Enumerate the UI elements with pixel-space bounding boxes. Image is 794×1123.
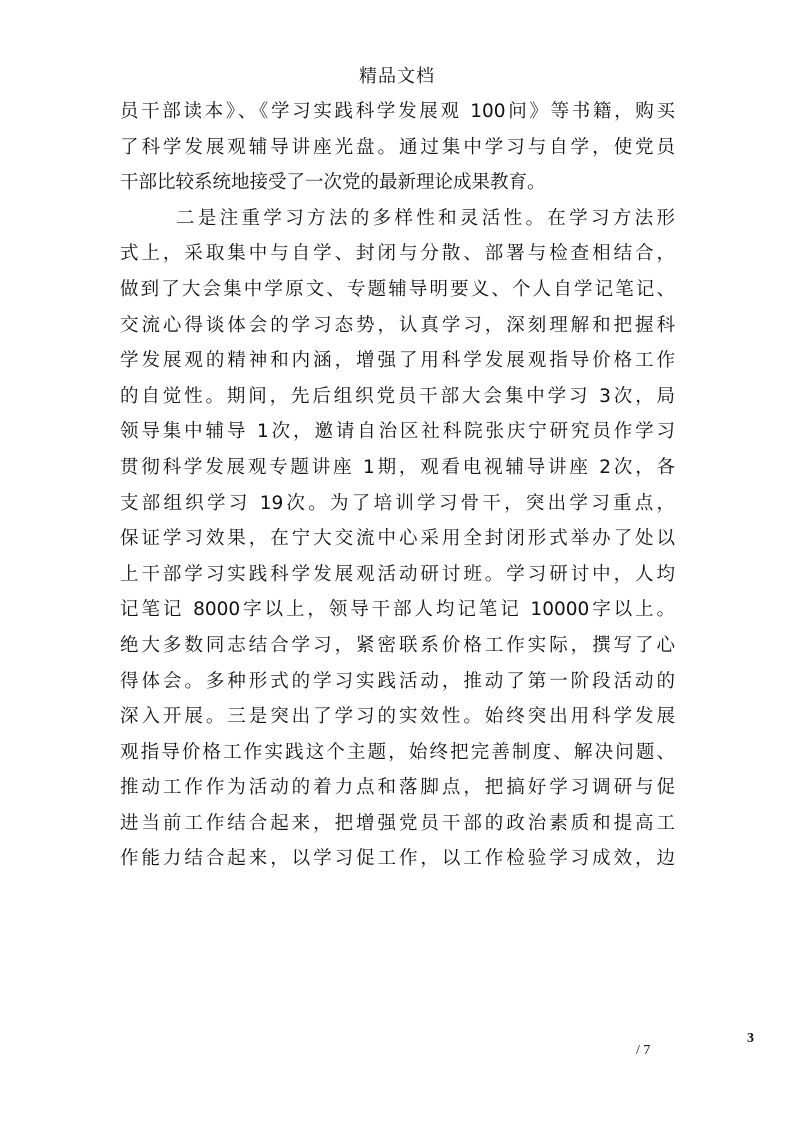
body-line: 保证学习效果，在宁大交流中心采用全封闭形式举办了处以 — [120, 528, 675, 550]
body-line: 二是注重学习方法的多样性和灵活性。在学习方法形 — [176, 207, 675, 229]
body-line: 员干部读本》、《学习实践科学发展观 100问》等书籍，购买 — [120, 101, 675, 122]
body-line: 绝大多数同志结合学习，紧密联系价格工作实际，撰写了心 — [120, 634, 675, 656]
document-body — [120, 94, 675, 877]
body-line: 领导集中辅导 1次，邀请自治区社科院张庆宁研究员作学习 — [120, 421, 675, 443]
body-line: 学发展观的精神和内涵，增强了用科学发展观指导价格工作 — [120, 350, 675, 372]
body-line: 了科学发展观辅导讲座光盘。通过集中学习与自学，使党员 — [120, 136, 675, 158]
body-line: 进当前工作结合起来，把增强党员干部的政治素质和提高工 — [120, 812, 675, 834]
body-line: 推动工作作为活动的着力点和落脚点，把搞好学习调研与促 — [120, 777, 675, 799]
page-number: 3 — [747, 1031, 754, 1046]
body-line: 观指导价格工作实践这个主题，始终把完善制度、解决问题、 — [120, 741, 675, 763]
body-line: 式上，采取集中与自学、封闭与分散、部署与检查相结合， — [120, 243, 675, 265]
body-line: 记笔记 8000字以上，领导干部人均记笔记 10000字以上。 — [120, 599, 675, 621]
body-line: 交流心得谈体会的学习态势，认真学习，深刻理解和把握科 — [120, 314, 675, 336]
page-header-title: 精品文档 — [359, 66, 435, 87]
body-line: 的自觉性。期间，先后组织党员干部大会集中学习 3次，局 — [120, 385, 675, 407]
body-line: 得体会。多种形式的学习实践活动，推动了第一阶段活动的 — [120, 670, 675, 692]
page-count: / 7 — [636, 1043, 651, 1058]
body-line: 上干部学习实践科学发展观活动研讨班。学习研讨中，人均 — [120, 563, 675, 585]
body-line: 贯彻科学发展观专题讲座 1期，观看电视辅导讲座 2次，各 — [120, 456, 675, 478]
body-line: 做到了大会集中学原文、专题辅导明要义、个人自学记笔记、 — [120, 278, 675, 300]
body-line: 干部比较系统地接受了一次党的最新理论成果教育。 — [120, 172, 546, 194]
body-line: 深入开展。三是突出了学习的实效性。始终突出用科学发展 — [120, 706, 675, 728]
body-line: 支部组织学习 19次。为了培训学习骨干，突出学习重点， — [120, 492, 675, 514]
body-line: 作能力结合起来，以学习促工作，以工作检验学习成效，边 — [120, 848, 675, 870]
